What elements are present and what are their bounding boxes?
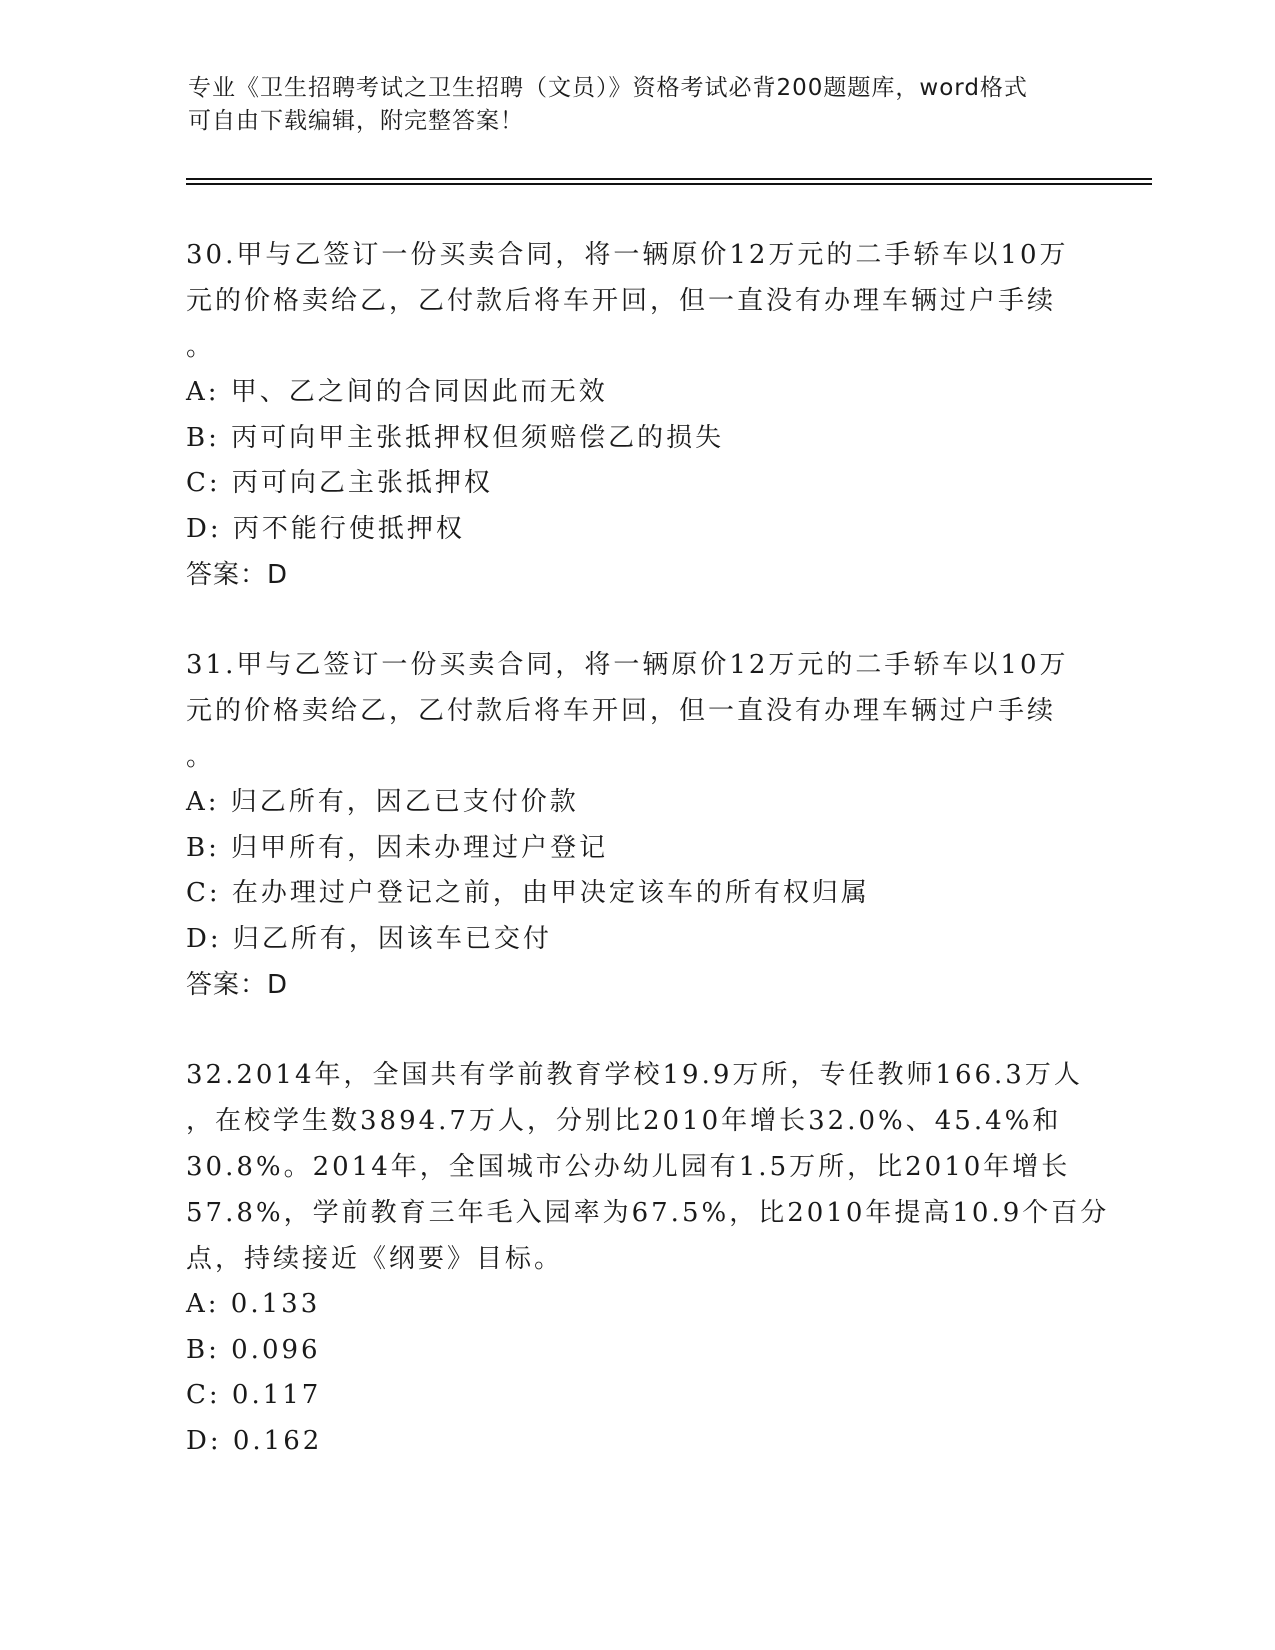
answer-line: 答案：D: [186, 970, 289, 1000]
question-32: [186, 1052, 1110, 1464]
option-a: A: 归乙所有，因乙已支付价款: [186, 787, 579, 817]
option-d: D: 归乙所有，因该车已交付: [186, 923, 552, 954]
question-text-line: 30.甲与乙签订一份买卖合同，将一辆原价12万元的二手轿车以10万: [186, 240, 1069, 270]
option-a: A: 0.133: [186, 1289, 321, 1319]
question-text-line: 点，持续接近《纲要》目标。: [186, 1244, 564, 1274]
header-divider-bottom: [186, 183, 1152, 185]
option-d: D: 0.162: [186, 1425, 323, 1456]
option-b: B: 丙可向甲主张抵押权但须赔偿乙的损失: [186, 422, 725, 453]
question-text-line: 32.2014年，全国共有学前教育学校19.9万所，专任教师166.3万人: [186, 1060, 1083, 1090]
header-line-2: 可自由下载编辑，附完整答案！: [188, 108, 524, 134]
option-b: B: 归甲所有，因未办理过户登记: [186, 832, 609, 863]
option-c: C: 丙可向乙主张抵押权: [186, 468, 493, 498]
option-c: C: 0.117: [186, 1380, 322, 1410]
question-text-line: 。: [186, 742, 216, 772]
header-divider-top: [186, 178, 1152, 180]
option-c: C: 在办理过户登记之前，由甲决定该车的所有权归属: [186, 878, 870, 908]
question-text-line: 。: [186, 332, 216, 362]
question-31: [186, 642, 1086, 1008]
option-a: A: 甲、乙之间的合同因此而无效: [186, 377, 608, 407]
option-b: B: 0.096: [186, 1334, 321, 1365]
document-header: [188, 72, 1068, 138]
question-30: [186, 232, 1086, 598]
question-text-line: 元的价格卖给乙，乙付款后将车开回，但一直没有办理车辆过户手续: [186, 286, 1057, 316]
question-text-line: 元的价格卖给乙，乙付款后将车开回，但一直没有办理车辆过户手续: [186, 696, 1057, 726]
question-text-line: 31.甲与乙签订一份买卖合同，将一辆原价12万元的二手轿车以10万: [186, 650, 1069, 680]
question-text-line: ，在校学生数3894.7万人，分别比2010年增长32.0%、45.4%和: [186, 1106, 1062, 1136]
question-list: [186, 232, 1110, 1508]
option-d: D: 丙不能行使抵押权: [186, 513, 465, 544]
header-line-1: 专业《卫生招聘考试之卫生招聘（文员）》资格考试必背200题题库，word格式: [188, 75, 1028, 101]
answer-line: 答案：D: [186, 560, 289, 590]
question-text-line: 30.8%。2014年，全国城市公办幼儿园有1.5万所，比2010年增长: [186, 1152, 1071, 1182]
question-text-line: 57.8%，学前教育三年毛入园率为67.5%，比2010年提高10.9个百分: [186, 1198, 1110, 1228]
